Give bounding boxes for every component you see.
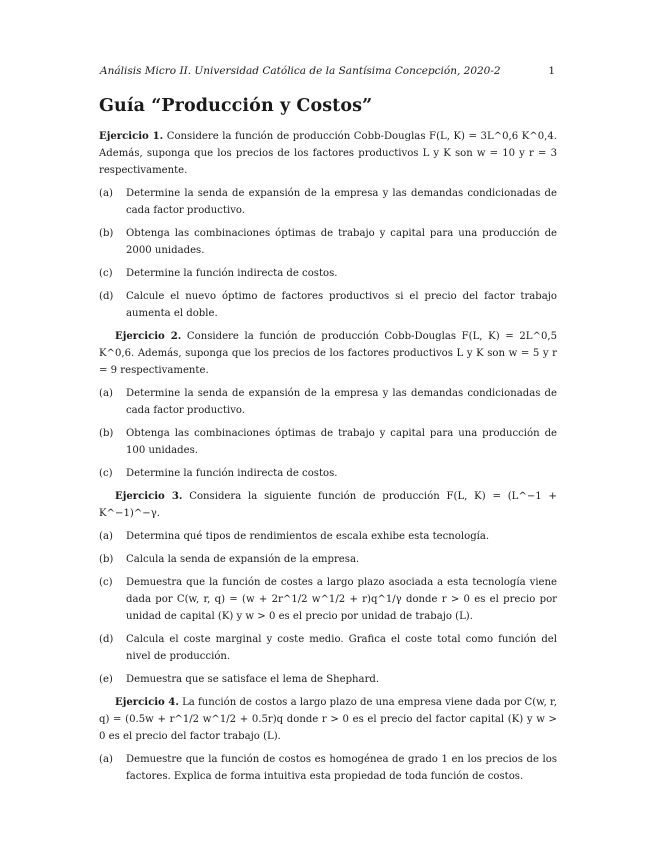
list-item <box>99 574 557 625</box>
list-item <box>99 751 557 785</box>
exercise-intro-text: Considere la función de producción Cobb-Douglas F(L, K) = 2L^0,5 K^0,6. Además, suponga que los precios de los factores productivos L y K son w = 5 y r = 9 respectivamente. <box>99 331 557 376</box>
exercise-intro-text: Considere la función de producción Cobb-Douglas F(L, K) = 3L^0,6 K^0,4. Además, suponga que los precios de los factores productivos L y K son w = 10 y r = 3 respectivamente. <box>99 131 557 176</box>
item-text: Calcule el nuevo óptimo de factores productivos si el precio del factor trabajo aumenta el doble. <box>126 291 557 319</box>
document-title: Guía “Producción y Costos” <box>99 96 373 116</box>
exercise-2-intro <box>99 328 557 379</box>
item-text: Demuestra que se satisface el lema de Shephard. <box>126 674 380 685</box>
list-item <box>99 671 557 688</box>
list-item <box>99 225 557 259</box>
list-item <box>99 631 557 665</box>
item-text: Determine la función indirecta de costos. <box>126 468 338 479</box>
list-item <box>99 288 557 322</box>
list-item <box>99 185 557 219</box>
page-number: 1 <box>548 65 555 77</box>
list-item <box>99 265 557 282</box>
exercise-heading: Ejercicio 3. <box>115 491 183 502</box>
list-item <box>99 551 557 568</box>
exercise-intro-text: Considera la siguiente función de producción F(L, K) = (L^−1 + K^−1)^−γ. <box>99 491 557 519</box>
item-text: Demuestre que la función de costos es homogénea de grado 1 en los precios de los factores. Explica de forma intuitiva esta propiedad de toda función de costos. <box>126 754 557 782</box>
list-item <box>99 425 557 459</box>
item-text: Obtenga las combinaciones óptimas de trabajo y capital para una producción de 100 unidades. <box>126 428 557 456</box>
exercise-heading: Ejercicio 4. <box>115 697 179 708</box>
item-text: Demuestra que la función de costes a largo plazo asociada a esta tecnología viene dada por C(w, r, q) = (w + 2r^1/2 w^1/2 + r)q^1/γ donde r > 0 es el precio por unidad de capital (K) y w > 0 es el precio por unidad de trabajo (L). <box>126 577 557 622</box>
item-text: Determine la senda de expansión de la empresa y las demandas condicionadas de cada factor productivo. <box>126 188 557 216</box>
item-label: (a) <box>99 531 113 542</box>
item-label: (a) <box>99 188 113 199</box>
item-label: (b) <box>99 428 114 439</box>
document-body <box>99 128 557 791</box>
item-label: (a) <box>99 754 113 765</box>
exercise-heading: Ejercicio 2. <box>115 331 182 342</box>
item-label: (b) <box>99 554 114 565</box>
list-item <box>99 528 557 545</box>
item-text: Determina qué tipos de rendimientos de escala exhibe esta tecnología. <box>126 531 490 542</box>
item-label: (c) <box>99 577 113 588</box>
item-label: (c) <box>99 468 113 479</box>
running-header <box>100 65 555 77</box>
exercise-3-intro <box>99 488 557 522</box>
item-text: Determine la función indirecta de costos. <box>126 268 338 279</box>
exercise-intro-text: La función de costos a largo plazo de una empresa viene dada por C(w, r, q) = (0.5w + r^1/2 w^1/2 + 0.5r)q donde r > 0 es el precio del factor capital (K) y w > 0 es el precio del factor trabajo (L). <box>99 697 557 742</box>
item-text: Calcula la senda de expansión de la empresa. <box>126 554 360 565</box>
item-label: (e) <box>99 674 113 685</box>
item-label: (d) <box>99 634 114 645</box>
item-label: (d) <box>99 291 114 302</box>
list-item <box>99 385 557 419</box>
running-title: Análisis Micro II. Universidad Católica de la Santísima Concepción, 2020-2 <box>100 65 501 77</box>
item-label: (a) <box>99 388 113 399</box>
item-label: (c) <box>99 268 113 279</box>
exercise-1-intro <box>99 128 557 179</box>
item-text: Obtenga las combinaciones óptimas de trabajo y capital para una producción de 2000 unidades. <box>126 228 557 256</box>
item-text: Determine la senda de expansión de la empresa y las demandas condicionadas de cada factor productivo. <box>126 388 557 416</box>
list-item <box>99 465 557 482</box>
item-text: Calcula el coste marginal y coste medio. Grafica el coste total como función del nivel de producción. <box>126 634 557 662</box>
exercise-4-intro <box>99 694 557 745</box>
item-label: (b) <box>99 228 114 239</box>
exercise-heading: Ejercicio 1. <box>99 131 164 142</box>
